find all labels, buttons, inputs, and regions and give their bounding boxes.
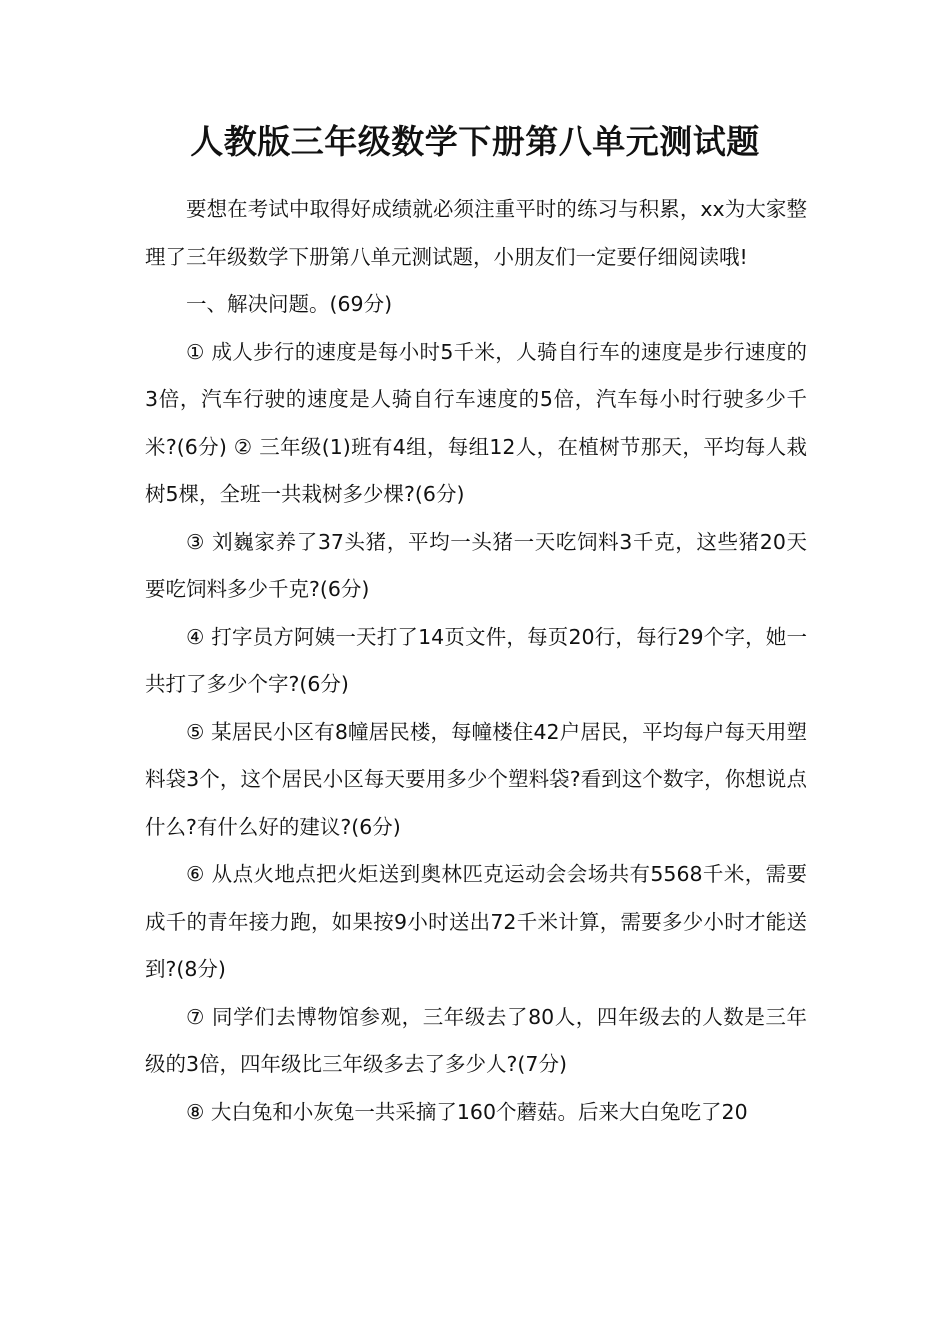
question-paragraph: ⑤ 某居民小区有8幢居民楼，每幢楼住42户居民，平均每户每天用塑料袋3个，这个居民小区每天要用多少个塑料袋?看到这个数字，你想说点什么?有什么好的建议?(6分) <box>145 719 807 839</box>
question-paragraph: ③ 刘巍家养了37头猪，平均一头猪一天吃饲料3千克，这些猪20天要吃饲料多少千克?(6分) <box>145 529 807 601</box>
intro-paragraph: 要想在考试中取得好成绩就必须注重平时的练习与积累，xx为大家整理了三年级数学下册第八单元测试题，小朋友们一定要仔细阅读哦! <box>145 197 807 269</box>
question-paragraph: ⑦ 同学们去博物馆参观，三年级去了80人，四年级去的人数是三年级的3倍，四年级比三年级多去了多少人?(7分) <box>145 1004 807 1076</box>
question-paragraph: ① 成人步行的速度是每小时5千米，人骑自行车的速度是步行速度的3倍，汽车行驶的速度是人骑自行车速度的5倍，汽车每小时行驶多少千米?(6分) ② 三年级(1)班有4组，每组12人，在植树节那天，平均每人栽树5棵，全班一共栽树多少棵?(6分) <box>145 339 807 506</box>
question-paragraph: ④ 打字员方阿姨一天打了14页文件，每页20行，每行29个字，她一共打了多少个字?(6分) <box>145 624 807 696</box>
document-body <box>145 186 807 1136</box>
question-paragraph: ⑧ 大白兔和小灰兔一共采摘了160个蘑菇。后来大白兔吃了20 <box>186 1099 748 1124</box>
question-paragraph: ⑥ 从点火地点把火炬送到奥林匹克运动会会场共有5568千米，需要成千的青年接力跑，如果按9小时送出72千米计算，需要多少小时才能送到?(8分) <box>145 862 807 981</box>
document-title: 人教版三年级数学下册第八单元测试题 <box>190 122 760 161</box>
section-heading: 一、解决问题。(69分) <box>186 292 393 316</box>
